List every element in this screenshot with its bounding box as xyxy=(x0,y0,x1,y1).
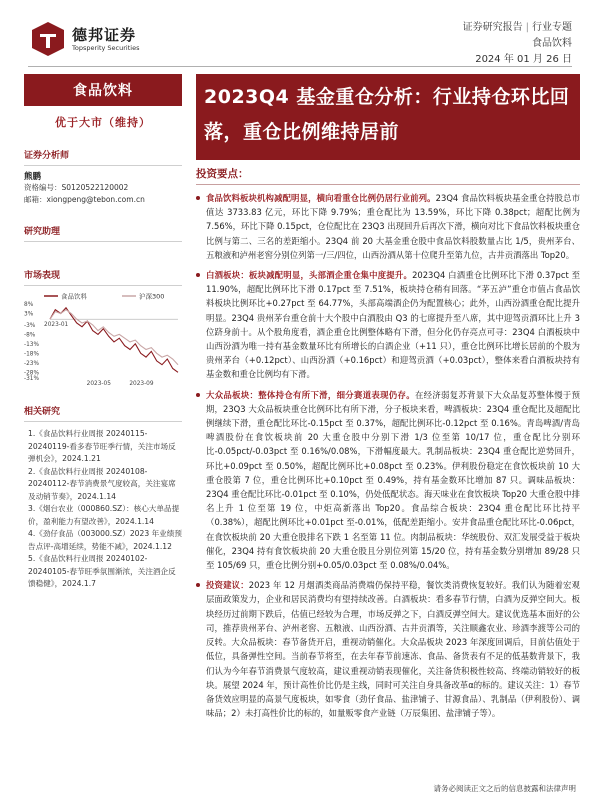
company-logo xyxy=(28,20,158,60)
market-chart-svg xyxy=(24,290,182,386)
bullet-icon xyxy=(196,273,200,277)
header-divider xyxy=(28,66,572,67)
report-category: 行业专题 xyxy=(532,22,572,33)
key-point xyxy=(196,191,580,262)
key-point xyxy=(196,268,580,382)
bullet-icon xyxy=(196,393,200,397)
section-divider xyxy=(24,421,182,422)
key-points-list xyxy=(196,191,580,720)
key-point-body: 2023 年 12 月烟酒类商品消费端仍保持平稳，餐饮类消费恢复较好。我们认为随着宏观层面政策发力，企业和居民消费均有望持续改善。白酒板块：看多春节行情，白酒为反弹空间大。板块经历过前期下跌后，估值已经较为合理，市场反弹之下，白酒反弹空间大。建议优选基本面好的公司，推荐贵州茅台、泸州老窖、五粮液、山西汾酒、古井贡酒等，关注顺鑫农业、珍酒李渡等公司的反转。大众品板块：春节备货开启，重视动销催化。大众品板块 2023 年深度回调后，目前估值处于低位，具备弹性空间。当前春节将至，在去年春节前速冻、食品、备货表有不足的低基数背景下，我们认为今年春节消费景气度较高，建议重视动销表现催化，关注备货积极性较高、终端动销较好的板块。展望 2024 年，预计高性价比仍是主线，同时可关注自身具备改革α的标的。建议关注：1）春节备货效应明显的高景气度板块，如零食（劲仔食品、盐津铺子、甘源食品）、乳制品（伊利股份）、调味品；2）未打高性价比的标的，如量贩零食产业链（万辰集团、盐津铺子等）。 xyxy=(206,580,580,719)
market-performance-chart xyxy=(24,290,182,386)
y-tick-label: -18% xyxy=(24,351,39,358)
related-item[interactable]: 1.《食品饮料行业周报 20240115-20240119-看多春节旺季行情，关注市场反弹机会》，2024.1.21 xyxy=(28,429,176,463)
analyst-email[interactable]: 邮箱：xiongpeng@tebon.com.cn xyxy=(24,195,145,204)
bullet-icon xyxy=(196,196,200,200)
report-date: 2024 年 01 月 26 日 xyxy=(475,54,572,65)
report-header xyxy=(0,0,600,70)
series-line-食品饮料 xyxy=(50,308,178,373)
x-tick-label: 2023-05 xyxy=(86,381,111,386)
assistant-section-title: 研究助理 xyxy=(24,227,61,237)
logo-en-text: Topsperity Securities xyxy=(72,44,140,52)
related-item[interactable]: 4.《劲仔食品（003000.SZ）2023 年业绩预告点评-高增延续，势能不减》，2024.1.12 xyxy=(28,529,182,551)
legend-label: 沪深300 xyxy=(139,292,165,301)
series-line-沪深300 xyxy=(50,310,178,365)
related-item[interactable]: 5.《食品饮料行业周报 20240102-20240105-春节旺季氛围渐浓，关注酒企反馈稳健》，2024.1.7 xyxy=(28,554,176,588)
key-point-body: 在经济弱复苏背景下大众品复苏整体慢于预期，23Q3 大众品板块重仓比例环比有所下滑，分子板块来看，啤酒板块：23Q4 重仓配比及超配比例继续下滑，重仓配比环比-0.15pct 至 0.37%，超配比例环比-0.12pct 至 0.16%。青岛啤酒/青岛啤酒股份在食饮板块前 20 大重仓股中分别下滑 1/3 位至第 10/17 位，重仓配比分别环比-0.05pct/-0.03pct 至 0.16%/0.08%，下滑幅度最大。乳制品板块：23Q4 重仓配比逆势回升，环比+0.09pct 至 0.50%，超配比例环比+0.08pct 至 0.23%。伊利股份稳定在食饮板块前 10 大重仓股第 7 位，重仓比例环比+0.10pct 至 0.49%，持有基金数环比增加 87 只。调味品板块：23Q4 重仓配比环比-0.01pct 至 0.10%，仍处低配状态。海天味业在食饮板块 Top20 大重仓股中排名上升 1 位至第 19 位，中炬高新落出 Top20。食品综合板块：23Q4 重仓配比环比持平（0.38%），超配比例环比+0.01pct 至-0.01%，低配差距缩小。安井食品重仓配比环比-0.06pct，在食饮板块前 20 大重仓股排名下跌 1 名至第 11 位。肉制品板块：华统股份、双汇发展受益于板块催化，23Q4 持有食饮板块前 20 大重仓股且分别位列第 15/20 位，持有基金数分别增加 89/28 只至 105/69 只，重仓比例分别+0.05/0.03pct 至 0.08%/0.04%。 xyxy=(206,389,581,571)
title-banner xyxy=(196,74,580,160)
y-tick-label: -23% xyxy=(24,360,39,367)
key-point xyxy=(196,578,580,720)
sidebar xyxy=(24,74,182,800)
analyst-name: 熊鹏 xyxy=(24,172,42,182)
x-tick-label: 2023-01 xyxy=(44,322,69,329)
industry-banner: 食品饮料 xyxy=(24,74,182,106)
key-point-body: 2023Q4 白酒重仓比例环比下滑 0.37pct 至 11.90%，超配比例环比下滑 0.17pct 至 7.51%，板块持仓稍有回落。“茅五泸”重仓市值占食品饮料板块比例环比+0.27pct 至 64.77%，头部高端酒企仍为配置核心；此外，山西汾酒重仓配比提升明显。23Q4 贵州茅台重仓前十大个股中白酒股由 Q3 的七席提升至八席，其中迎驾贡酒环比上升 3 位跻身前十。从个股角度看，酒企重仓比例整体略有下滑，但分化仍存亮点可寻：23Q4 白酒板块中山西汾酒为唯一持有基金数量环比有所增长的白酒企业（+11 只），重仓比例环比增长居前的个股为贵州茅台（+0.12pct）、山西汾酒（+0.16pct）和迎驾贡酒（+0.03pct），整体来看白酒板块持有基金数和重仓比例均有下滑。 xyxy=(206,270,580,380)
y-tick-label: -13% xyxy=(24,341,39,348)
analyst-cert: 资格编号：S0120522120002 xyxy=(24,183,129,192)
legend-label: 食品饮料 xyxy=(61,292,87,301)
report-title: 2023Q4 基金重仓分析：行业持仓环比回落，重仓比例维持居前 xyxy=(204,86,570,143)
disclaimer-footer: 请务必阅读正文之后的信息披露和法律声明 xyxy=(433,784,576,793)
related-research-list xyxy=(24,428,182,591)
header-sector: 食品饮料 xyxy=(532,38,572,49)
analyst-section-title: 证券分析师 xyxy=(24,151,70,161)
related-section-title: 相关研究 xyxy=(24,407,61,417)
section-divider xyxy=(24,241,182,242)
section-divider xyxy=(24,285,182,286)
y-tick-label: 3% xyxy=(24,311,34,318)
market-section-title: 市场表现 xyxy=(24,271,61,281)
key-point-head: 白酒板块：板块减配明显，头部酒企重仓集中度提升。 xyxy=(206,270,413,281)
y-tick-label: -31% xyxy=(24,376,39,382)
header-separator: | xyxy=(525,22,529,33)
main-content xyxy=(196,74,580,726)
header-meta xyxy=(463,20,572,68)
tebon-logo-icon xyxy=(28,20,68,58)
key-point-head: 大众品板块：整体持仓有所下滑，细分赛道表现仍存。 xyxy=(206,389,415,400)
logo-cn-text: 德邦证券 xyxy=(72,26,137,44)
related-item[interactable]: 2.《食品饮料行业周报 20240108-20240112-春节消费景气度较高，关注宴席及动销节奏》，2024.1.14 xyxy=(28,466,176,501)
x-tick-label: 2023-09 xyxy=(129,381,154,386)
y-tick-label: 8% xyxy=(24,302,34,308)
bullet-icon xyxy=(196,583,200,587)
key-point-head: 食品饮料板块机构减配明显，横向看重仓比例仍居行业前列。 xyxy=(206,193,436,203)
section-divider xyxy=(24,165,182,166)
rating-label: 优于大市（维持） xyxy=(55,116,151,129)
key-points-title: 投资要点： xyxy=(196,166,580,185)
key-point xyxy=(196,388,580,573)
y-tick-label: -3% xyxy=(24,322,36,329)
report-type: 证券研究报告 xyxy=(462,22,523,33)
y-tick-label: -8% xyxy=(24,332,36,339)
related-item[interactable]: 3.《烟台农业（000860.SZ）：核心大单品提价，盈利能力有望改善》，2024.1.14 xyxy=(28,504,180,526)
y-tick-label: -28% xyxy=(24,370,39,377)
key-point-body: 23Q4 食品饮料板块基金重仓持股总市值达 3733.83 亿元，环比下降 9.79%；重仓配比为 13.59%，环比下降 0.38pct；超配比例为 7.56%，环比下降 0.15pct，仓位配比在 23Q3 出现回升后再次下滑，横向对比下食品饮料板块重仓比例与第二、三名的差距缩小。23Q4 前 20 大基金重仓股中食品饮料股数量占比 1/5，贵州茅台、五粮液和泸州老窖分别位列第一/三/四位，山西汾酒从第十位爬升至第九位，古井贡酒落出 Top20。 xyxy=(206,193,580,260)
key-point-head: 投资建议： xyxy=(206,580,249,591)
